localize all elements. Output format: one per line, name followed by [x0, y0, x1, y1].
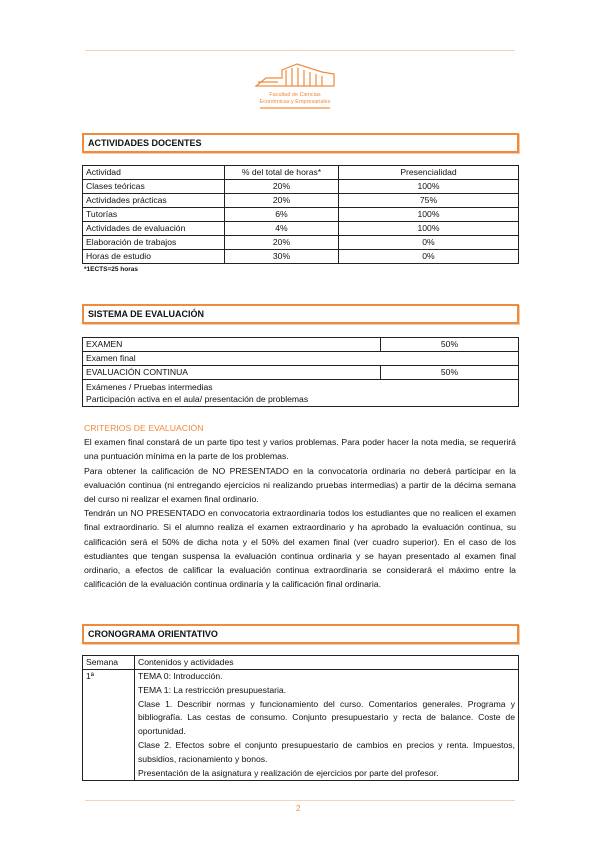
cell: Tutorías: [83, 208, 225, 222]
week-cell: 1ª: [83, 670, 135, 781]
cell: 0%: [339, 250, 519, 264]
paragraph: Para obtener la calificación de NO PRESENTADO en la convocatoria ordinaria no deberá participar en la evaluación continua (ni entregando ejercicios ni realizando pruebas intermedias) a partir de la décima semana del curso ni realizar el examen final ordinario.: [84, 465, 516, 505]
cell: 6%: [225, 208, 339, 222]
cell: Actividades prácticas: [83, 194, 225, 208]
footer-rule: [85, 800, 515, 801]
criterios-title: CRITERIOS DE EVALUACIÓN: [84, 423, 204, 433]
table-row: [83, 222, 519, 236]
table-row: [83, 250, 519, 264]
cell: 50%: [381, 338, 519, 352]
page-number: 2: [296, 804, 301, 813]
cell: Examen final: [83, 352, 519, 366]
content-line: TEMA 0: Introducción.: [138, 671, 223, 681]
cell: 100%: [339, 208, 519, 222]
table-row: [83, 366, 519, 380]
cell: 30%: [225, 250, 339, 264]
table-row: [83, 338, 519, 352]
actividades-table: [82, 165, 519, 264]
section-header-cronograma: CRONOGRAMA ORIENTATIVO: [82, 624, 519, 644]
cell: Clases teóricas: [83, 180, 225, 194]
table-header-row: [83, 656, 519, 670]
cell-line: Participación activa en el aula/ presentación de problemas: [86, 394, 309, 404]
header-cell: Contenidos y actividades: [135, 656, 519, 670]
content-line: TEMA 1: La restricción presupuestaria.: [138, 684, 287, 695]
content-line: Presentación de la asignatura y realización de ejercicios por parte del profesor.: [138, 767, 439, 778]
cell: EXAMEN: [83, 338, 381, 352]
cell: 0%: [339, 236, 519, 250]
cronograma-table: [82, 655, 519, 781]
cell: Horas de estudio: [83, 250, 225, 264]
header-cell: Actividad: [83, 166, 225, 180]
table-row: [83, 180, 519, 194]
section-header-actividades: ACTIVIDADES DOCENTES: [82, 133, 519, 153]
paragraph: Tendrán un NO PRESENTADO en convocatoria extraordinaria todos los estudiantes que no realicen el examen final extraordinario. Si el alumno realiza el examen extraordinario y ha aprobado la evaluación continua, su calificación será el 50% de dicha nota y el 50% del examen final (ver cuadro superior). En el caso de los estudiantes que tengan suspensa la evaluación continua ordinaria y se hayan presentado al examen final ordinario, a efectos de calificar la evaluación continua extraordinaria se considerará el máximo entre la calificación de la evaluación continua ordinaria y la calificación final ordinaria.: [84, 508, 516, 590]
content-line: Clase 1. Describir normas y funcionamiento del curso. Comentarios generales. Programa y bibliografía. Las cestas de consumo. Conjunto presupuestario y recta de balance. Coste de oportunidad.: [138, 698, 515, 737]
content-line: Clase 2. Efectos sobre el conjunto presupuestario de cambios en precios y renta. Impuestos, subsidios, racionamiento y bonos.: [138, 739, 515, 764]
paragraph: El examen final constará de un parte tipo test y varios problemas. Para poder hacer la nota media, se requerirá una puntuación mínima en la parte de los problemas.: [84, 437, 516, 462]
cell: 20%: [225, 180, 339, 194]
ects-note: *1ECTS=25 horas: [84, 266, 139, 273]
cell: EVALUACIÓN CONTINUA: [83, 366, 381, 380]
cell: 50%: [381, 366, 519, 380]
section-header-evaluacion: SISTEMA DE EVALUACIÓN: [82, 304, 519, 324]
cell: 4%: [225, 222, 339, 236]
header-cell: Presencialidad: [339, 166, 519, 180]
svg-text:Económicas y Empresariales: Económicas y Empresariales: [259, 99, 331, 105]
table-row: [83, 352, 519, 366]
criterios-block: [84, 421, 516, 591]
table-header-row: [83, 166, 519, 180]
cell-line: Exámenes / Pruebas intermedias: [86, 382, 213, 392]
cell: 20%: [225, 194, 339, 208]
evaluacion-table: [82, 337, 519, 407]
table-row: [83, 236, 519, 250]
cell: Actividades de evaluación: [83, 222, 225, 236]
cell: 100%: [339, 222, 519, 236]
cell: Elaboración de trabajos: [83, 236, 225, 250]
header-rule: [85, 50, 515, 51]
table-row: [83, 670, 519, 781]
table-row: [83, 380, 519, 407]
header-cell: Semana: [83, 656, 135, 670]
table-row: [83, 208, 519, 222]
cell: 75%: [339, 194, 519, 208]
cell: 20%: [225, 236, 339, 250]
cell: 100%: [339, 180, 519, 194]
svg-text:Facultad de Ciencias: Facultad de Ciencias: [269, 92, 321, 98]
faculty-logo: [252, 60, 338, 116]
header-cell: % del total de horas*: [225, 166, 339, 180]
table-row: [83, 194, 519, 208]
